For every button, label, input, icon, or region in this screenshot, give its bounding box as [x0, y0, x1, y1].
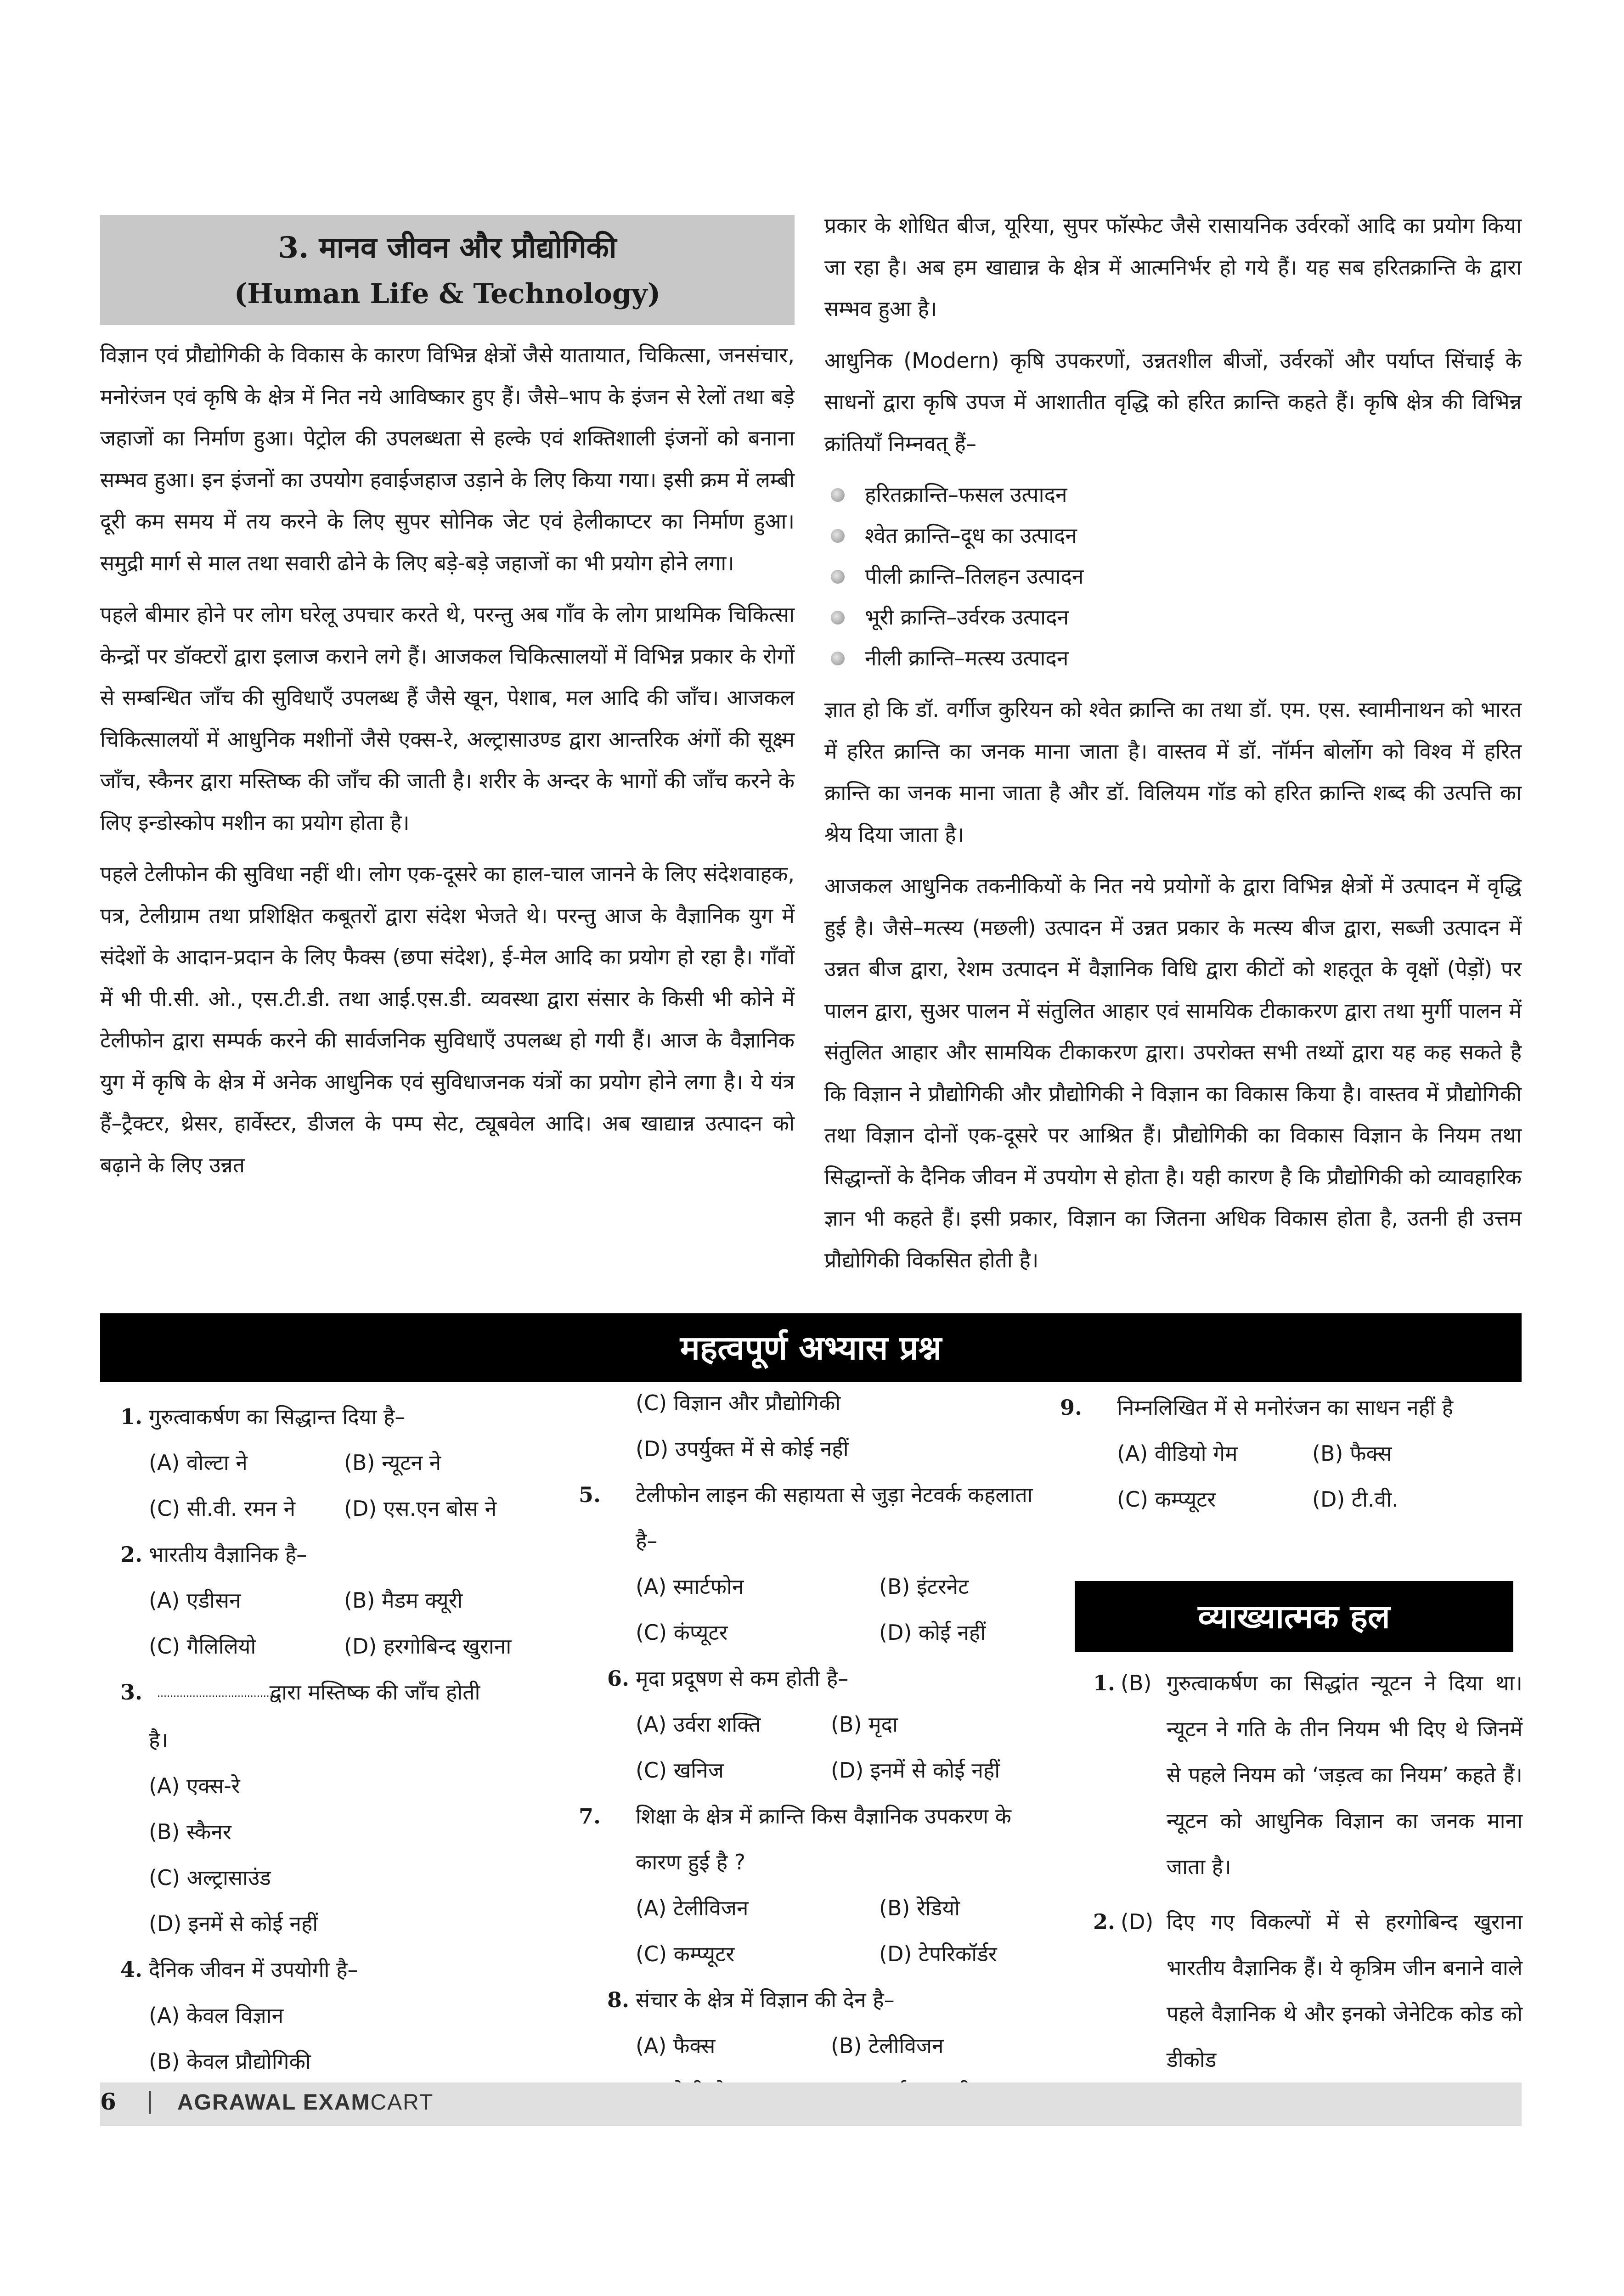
options	[607, 1701, 1048, 1747]
options	[120, 1486, 580, 1531]
option: (A) एडीसन	[149, 1588, 241, 1613]
paragraph: विज्ञान एवं प्रौद्योगिकी के विकास के कारण विभिन्न क्षेत्रों जैसे यातायात, चिकित्सा, जनसंचार, मनोरंजन एवं कृषि के क्षेत्र में नित नये आविष्कार हुए हैं। जैसे–भाप के इंजन से रेलों तथा बड़े जहाजों का निर्माण हुआ। पेट्रोल की उपलब्धता से हल्के एवं शक्तिशाली इंजनों को बनाना सम्भव हुआ। इन इंजनों का उपयोग हवाईजहाज उड़ाने के लिए किया गया। इसी क्रम में लम्बी दूरी कम समय में तय करने के लिए सुपर सोनिक जेट एवं हेलीकाप्टर का निर्माण हुआ। समुद्री मार्ग से माल तथा सवारी ढोने के लिए बड़े-बड़े जहाजों का भी प्रयोग होने लगा।	[100, 343, 795, 575]
paragraph: ज्ञात हो कि डॉ. वर्गीज कुरियन को श्वेत क्रान्ति का तथा डॉ. एम. एस. स्वामीनाथन को भारत में हरित क्रान्ति का जनक माना जाता है। वास्तव में डॉ. नॉर्मन बोर्लोग को विश्व में हरित क्रान्ति का जनक माना जाता है और डॉ. विलियम गॉड को हरित क्रान्ति शब्द की उत्पत्ति का श्रेय दिया जाता है।	[824, 697, 1522, 847]
option: (D) एस.एन बोस ने	[344, 1496, 497, 1521]
list-item: श्वेत क्रान्ति–दूध का उत्पादन	[824, 515, 1522, 556]
publisher-logo: AGRAWAL EXAMCART	[177, 2090, 434, 2115]
revolutions-list	[824, 474, 1522, 679]
bullet-icon	[831, 529, 845, 543]
solution-item	[1075, 1660, 1522, 1890]
list-item: हरितक्रान्ति–फसल उत्पादन	[824, 474, 1522, 515]
question: 6. मृदा प्रदूषण से कम होती है–	[607, 1666, 849, 1691]
paragraph: पहले टेलीफोन की सुविधा नहीं थी। लोग एक-दूसरे का हाल-चाल जानने के लिए संदेशवाहक, पत्र, टेलीग्राम तथा प्रशिक्षित कबूतरों द्वारा संदेश भेजते थे। परन्तु आज के वैज्ञानिक युग में संदेशों के आदान-प्रदान के लिए फैक्स (छपा संदेश), ई-मेल आदि का प्रयोग हो रहा है। गाँवों में भी पी.सी. ओ., एस.टी.डी. तथा आई.एस.डी. व्यवस्था द्वारा संसार के किसी भी कोने में टेलीफोन द्वारा सम्पर्क करने की सार्वजनिक सुविधाएँ उपलब्ध हो गयी हैं। आज के वैज्ञानिक युग में कृषि के क्षेत्र में अनेक आधुनिक एवं सुविधाजनक यंत्रों का प्रयोग होने लगा है। ये यंत्र हैं–ट्रैक्टर, थ्रेसर, हार्वेस्टर, डीजल के पम्प सेट, ट्यूबवेल आदि। अब खाद्यान्न उत्पादन को बढ़ाने के लिए उन्नत	[100, 861, 795, 1177]
practice-questions-banner: महत्वपूर्ण अभ्यास प्रश्न	[100, 1313, 1522, 1382]
options	[1088, 1430, 1522, 1476]
question: 1. गुरुत्वाकर्षण का सिद्धान्त दिया है–	[120, 1404, 406, 1429]
question: 3. ...................................... द्वारा मस्तिष्क की जाँच होती	[120, 1669, 580, 1717]
bullet-icon	[831, 570, 845, 584]
question: 8. संचार के क्षेत्र में विज्ञान की देन है–	[607, 1987, 895, 2012]
options	[607, 1747, 1048, 1793]
option: (A) फैक्स	[636, 2033, 716, 2058]
solution-answer: (B)	[1121, 1671, 1152, 1695]
option: (A) वोल्टा ने	[149, 1450, 248, 1475]
option: (B) टेलीविजन	[831, 2033, 944, 2058]
questions-column-1	[120, 1394, 580, 2084]
right-text-column	[824, 205, 1522, 1291]
solution-number: 2.	[1093, 1909, 1116, 1934]
option: (C) कम्प्यूटर	[636, 1941, 735, 1966]
solution-answer: (D)	[1121, 1909, 1154, 1934]
page-number: 6	[100, 2088, 116, 2115]
question: 2. भारतीय वैज्ञानिक है–	[120, 1542, 307, 1567]
solutions-banner: व्याख्यात्मक हल	[1075, 1581, 1513, 1652]
option: (D) इनमें से कोई नहीं	[831, 1758, 1000, 1783]
option: (C) विज्ञान और प्रौद्योगिकी	[636, 1390, 841, 1415]
option: (D) टी.वी.	[1312, 1487, 1398, 1512]
option: (C) खनिज	[636, 1758, 724, 1783]
options	[607, 1564, 1048, 1609]
option: (C) अल्ट्रासाउंड	[149, 1865, 271, 1890]
bullet-icon	[831, 611, 845, 625]
question: 7. शिक्षा के क्षेत्र में क्रान्ति किस वैज्ञानिक उपकरण के कारण हुई है ?	[579, 1804, 1011, 1874]
option: (C) कंप्यूटर	[636, 1620, 728, 1645]
question-continued: है।	[149, 1727, 168, 1752]
section-heading	[100, 215, 795, 325]
bullet-icon	[831, 652, 845, 665]
option: (C) कम्प्यूटर	[1117, 1487, 1216, 1512]
option: (B) फैक्स	[1312, 1441, 1392, 1466]
option: (A) केवल विज्ञान	[149, 2003, 284, 2028]
options	[120, 1440, 580, 1486]
option: (A) एक्स-रे	[149, 1773, 240, 1798]
questions-column-2	[579, 1380, 1048, 2115]
paragraph: प्रकार के शोधित बीज, यूरिया, सुपर फॉस्फेट जैसे रासायनिक उर्वरकों आदि का प्रयोग किया जा रहा है। अब हम खाद्यान्न के क्षेत्र में आत्मनिर्भर हो गये हैं। यह सब हरितक्रान्ति के द्वारा सम्भव हुआ है।	[824, 213, 1522, 321]
option: (A) वीडियो गेम	[1117, 1441, 1238, 1466]
fill-blank: ......................................	[157, 1688, 279, 1699]
option: (A) स्मार्टफोन	[636, 1574, 744, 1599]
option: (D) हरगोबिन्द खुराना	[344, 1634, 512, 1659]
questions-column-3	[1060, 1384, 1522, 1522]
option: (B) रेडियो	[879, 1896, 960, 1920]
paragraph: आजकल आधुनिक तकनीकियों के नित नये प्रयोगों के द्वारा विभिन्न क्षेत्रों में उत्पादन में वृद्धि हुई है। जैसे–मत्स्य (मछली) उत्पादन में उन्नत प्रकार के मत्स्य बीज द्वारा, सब्जी उत्पादन में उन्नत बीज द्वारा, रेशम उत्पादन में वैज्ञानिक विधि द्वारा कीटों को शहतूत के वृक्षों (पेड़ों) पर पालन द्वारा, सुअर पालन में संतुलित आहार एवं सामयिक टीकाकरण द्वारा तथा मुर्गी पालन में संतुलित आहार और सामयिक टीकाकरण द्वारा। उपरोक्त सभी तथ्यों द्वारा यह कह सकते है कि विज्ञान ने प्रौद्योगिकी और प्रौद्योगिकी ने विज्ञान का विकास किया है। वास्तव में प्रौद्योगिकी तथा विज्ञान दोनों एक-दूसरे पर आश्रित हैं। प्रौद्योगिकी का विकास विज्ञान के नियम तथा सिद्धान्तों के दैनिक जीवन में उपयोग से होता है। यही कारण है कि प्रौद्योगिकी को व्यावहारिक ज्ञान भी कहते हैं। इसी प्रकार, विज्ञान का जितना अधिक विकास होता है, उतनी ही उत्तम प्रौद्योगिकी विकसित होती है।	[824, 873, 1522, 1272]
list-item: पीली क्रान्ति–तिलहन उत्पादन	[824, 556, 1522, 597]
option: (B) इंटरनेट	[879, 1574, 969, 1599]
option: (B) न्यूटन ने	[344, 1450, 441, 1475]
paragraph: आधुनिक (Modern) कृषि उपकरणों, उन्नतशील बीजों, उर्वरकों और पर्याप्त सिंचाई के साधनों द्वारा कृषि उपज में आशातीत वृद्धि को हरित क्रान्ति कहते हैं। कृषि क्षेत्र की विभिन्न क्रांतियाँ निम्नवत् हैं–	[824, 348, 1522, 456]
option: (A) टेलीविजन	[636, 1896, 749, 1920]
solutions-column	[1075, 1660, 1522, 2082]
option: (B) स्कैनर	[149, 1819, 231, 1844]
section-title-english: (Human Life & Technology)	[234, 278, 661, 310]
option: (C) सी.वी. रमन ने	[149, 1496, 296, 1521]
option: (B) केवल प्रौद्योगिकी	[149, 2048, 311, 2074]
paragraph: पहले बीमार होने पर लोग घरेलू उपचार करते थे, परन्तु अब गाँव के लोग प्राथमिक चिकित्सा केन्द्रों पर डॉक्टरों द्वारा इलाज कराने लगे हैं। आजकल चिकित्सालयों में विभिन्न प्रकार के रोगों से सम्बन्धित जाँच की सुविधाएँ उपलब्ध हैं जैसे खून, पेशाब, मल आदि की जाँच। आजकल चिकित्सालयों में आधुनिक मशीनों जैसे एक्स-रे, अल्ट्रासाउण्ड द्वारा आन्तरिक अंगों की सूक्ष्म जाँच, स्कैनर द्वारा मस्तिष्क की जाँच की जाती है। शरीर के अन्दर के भागों की जाँच करने के लिए इन्डोस्कोप मशीन का प्रयोग होता है।	[100, 602, 795, 835]
question: 4. दैनिक जीवन में उपयोगी है–	[120, 1957, 358, 1982]
options	[607, 1885, 1048, 1931]
option: (D) उपर्युक्त में से कोई नहीं	[636, 1436, 849, 1461]
question: 9. निम्नलिखित में से मनोरंजन का साधन नहीं है	[1060, 1395, 1454, 1420]
options	[607, 1931, 1048, 1977]
bullet-icon	[831, 488, 845, 502]
option: (A) उर्वरा शक्ति	[636, 1712, 761, 1737]
question: 5. टेलीफोन लाइन की सहायता से जुड़ा नेटवर्क कहलाता है–	[579, 1482, 1033, 1553]
options	[607, 1609, 1048, 1655]
options	[120, 1577, 580, 1623]
options	[120, 1623, 580, 1669]
option: (C) गैलिलियो	[149, 1634, 256, 1659]
section-title-hindi: 3. मानव जीवन और प्रौद्योगिकी	[278, 231, 617, 265]
solution-item	[1075, 1899, 1522, 2082]
list-item: नीली क्रान्ति–मत्स्य उत्पादन	[824, 638, 1522, 679]
option: (D) इनमें से कोई नहीं	[149, 1911, 318, 1936]
footer-separator: |	[146, 2087, 154, 2114]
options	[1088, 1476, 1522, 1522]
option: (D) कोई नहीं	[879, 1620, 986, 1645]
option: (B) मैडम क्यूरी	[344, 1588, 463, 1613]
left-text-column	[100, 334, 795, 1196]
solution-number: 1.	[1093, 1671, 1116, 1695]
options	[607, 2023, 1048, 2069]
solution-text: गुरुत्वाकर्षण का सिद्धांत न्यूटन ने दिया था। न्यूटन ने गति के तीन नियम भी दिए थे जिनमें से पहले नियम को ‘जड़त्व का नियम’ कहते हैं। न्यूटन को आधुनिक विज्ञान का जनक माना जाता है।	[1167, 1671, 1522, 1879]
option: (B) मृदा	[831, 1712, 898, 1737]
list-item: भूरी क्रान्ति–उर्वरक उत्पादन	[824, 597, 1522, 638]
page-footer	[100, 2082, 1522, 2126]
solution-text: दिए गए विकल्पों में से हरगोबिन्द खुराना भारतीय वैज्ञानिक हैं। ये कृत्रिम जीन बनाने वाले पहले वैज्ञानिक थे और इनको जेनेटिक कोड को डीकोड	[1167, 1909, 1522, 2072]
option: (D) टेपरिकॉर्डर	[879, 1941, 997, 1966]
